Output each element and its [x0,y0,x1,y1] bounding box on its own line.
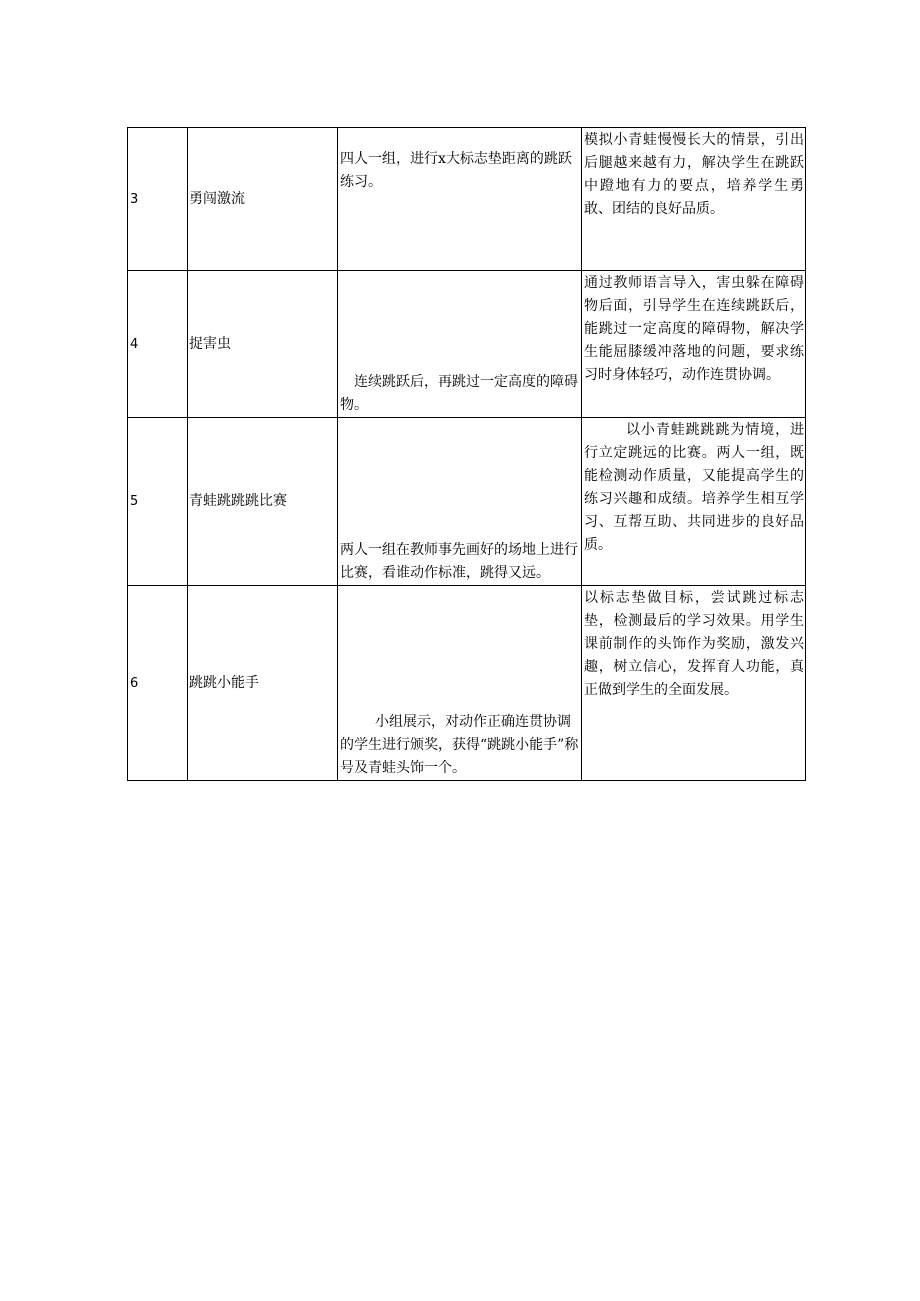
activity-name: 捉害虫 [188,271,338,418]
activity-method: 小组展示，对动作正确连贯协调的学生进行颁奖，获得“跳跳小能手”称号及青蛙头饰一个。 [338,586,582,781]
row-number: 6 [128,586,188,781]
table-row [128,128,806,271]
activity-name: 勇闯激流 [188,128,338,271]
table-row [128,418,806,586]
activity-name: 跳跳小能手 [188,586,338,781]
activity-purpose: 以标志垫做目标，尝试跳过标志垫，检测最后的学习效果。用学生课前制作的头饰作为奖励，激发兴趣，树立信心，发挥育人功能，真正做到学生的全面发展。 [582,586,806,781]
activity-purpose: 模拟小青蛙慢慢长大的情景，引出后腿越来越有力，解决学生在跳跃中蹬地有力的要点，培养学生勇敢、团结的良好品质。 [582,128,806,271]
table-row [128,271,806,418]
row-number: 3 [128,128,188,271]
activity-purpose: 通过教师语言导入，害虫躲在障碍物后面，引导学生在连续跳跃后，能跳过一定高度的障碍物，解决学生能屈膝缓冲落地的问题，要求练习时身体轻巧，动作连贯协调。 [582,271,806,418]
activity-method: 两人一组在教师事先画好的场地上进行比赛，看谁动作标准，跳得又远。 [338,418,582,586]
activity-method: 连续跳跃后，再跳过一定高度的障碍物。 [338,271,582,418]
table-row [128,586,806,781]
activity-table [127,127,806,781]
activity-name: 青蛙跳跳跳比赛 [188,418,338,586]
activity-purpose: 以小青蛙跳跳跳为情境，进行立定跳远的比赛。两人一组，既能检测动作质量，又能提高学生的练习兴趣和成绩。培养学生相互学习、互帮互助、共同进步的良好品质。 [582,418,806,586]
row-number: 4 [128,271,188,418]
activity-method: 四人一组，进行x大标志垫距离的跳跃练习。 [338,128,582,271]
row-number: 5 [128,418,188,586]
